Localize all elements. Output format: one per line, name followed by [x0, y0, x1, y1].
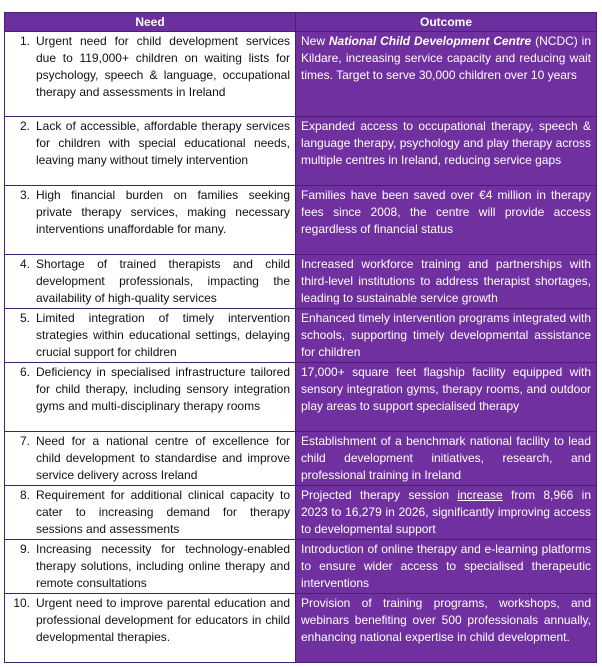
- table-row: [5, 540, 597, 594]
- need-text: Requirement for additional clinical capacity to cater to increasing demand for therapy sessions and assessments: [36, 488, 290, 536]
- need-text: Shortage of trained therapists and child development professionals, impacting the availability of high-quality services: [36, 257, 290, 305]
- outcome-cell: [296, 486, 597, 540]
- outcome-cell: [296, 32, 597, 117]
- row-number: 10.: [13, 596, 30, 610]
- outcome-cell: Enhanced timely intervention programs integrated with schools, supporting timely developmental assistance for children: [296, 309, 597, 363]
- need-text: High financial burden on families seeking private therapy services, making necessary interventions unaffordable for many.: [36, 188, 290, 236]
- need-text: Urgent need to improve parental education and professional development for educators in child developmental therapies.: [36, 596, 290, 644]
- row-number: 2.: [19, 119, 30, 133]
- row-number: 7.: [19, 434, 30, 448]
- table-row: [5, 255, 597, 309]
- need-cell: [5, 363, 296, 432]
- need-cell: [5, 486, 296, 540]
- table-row: [5, 594, 597, 663]
- need-cell: [5, 594, 296, 663]
- outcome-column-header: Outcome: [296, 13, 597, 32]
- outcome-cell: Families have been saved over €4 million in therapy fees since 2008, the centre will provide access regardless of financial status: [296, 186, 597, 255]
- outcome-cell: Establishment of a benchmark national facility to lead child development initiatives, research, and professional training in Ireland: [296, 432, 597, 486]
- need-cell: [5, 117, 296, 186]
- outcome-cell: 17,000+ square feet flagship facility equipped with sensory integration gyms, therapy rooms, and outdoor play areas to support specialised therapy: [296, 363, 597, 432]
- needs-outcomes-table: [4, 12, 597, 663]
- need-cell: [5, 186, 296, 255]
- outcome-cell: Increased workforce training and partnerships with third-level institutions to address therapist shortages, leading to sustainable service growth: [296, 255, 597, 309]
- need-text: Limited integration of timely intervention strategies within educational settings, delaying crucial support for children: [36, 311, 290, 359]
- outcome-text: Projected therapy session: [301, 488, 458, 502]
- need-text: Urgent need for child development services due to 119,000+ children on waiting lists for psychology, speech & language, occupational therapy and assessments in Ireland: [36, 34, 290, 99]
- outcome-underlined: increase: [457, 488, 503, 502]
- need-column-header: Need: [5, 13, 296, 32]
- outcome-cell: Introduction of online therapy and e-learning platforms to ensure wider access to specialised therapeutic interventions: [296, 540, 597, 594]
- outcome-emphasis: National Child Development Centre: [328, 34, 532, 48]
- table-row: [5, 486, 597, 540]
- outcome-cell: Expanded access to occupational therapy, speech & language therapy, psychology and play therapy across multiple centres in Ireland, reducing service gaps: [296, 117, 597, 186]
- need-cell: [5, 32, 296, 117]
- row-number: 4.: [19, 257, 30, 271]
- table-row: [5, 32, 597, 117]
- need-cell: [5, 309, 296, 363]
- table-row: [5, 117, 597, 186]
- need-cell: [5, 255, 296, 309]
- header-row: [5, 13, 597, 32]
- table-row: [5, 186, 597, 255]
- need-text: Need for a national centre of excellence for child development to standardise and improve service delivery across Ireland: [36, 434, 290, 482]
- table-row: [5, 363, 597, 432]
- table-row: [5, 432, 597, 486]
- row-number: 6.: [19, 365, 30, 379]
- outcome-text: New: [301, 34, 329, 48]
- row-number: 1.: [19, 34, 30, 48]
- row-number: 8.: [19, 488, 30, 502]
- outcome-text: from 8,966 in 2023 to 16,279 in 2026, significantly improving access to developmental support: [301, 488, 591, 536]
- table-row: [5, 309, 597, 363]
- row-number: 5.: [19, 311, 30, 325]
- need-text: Increasing necessity for technology-enabled therapy solutions, including online therapy and remote consultations: [36, 542, 290, 590]
- need-text: Lack of accessible, affordable therapy services for children with special educational needs, leaving many without timely intervention: [36, 119, 290, 167]
- outcome-cell: Provision of training programs, workshops, and webinars benefiting over 500 professionals annually, enhancing national expertise in child development.: [296, 594, 597, 663]
- need-cell: [5, 432, 296, 486]
- outcome-text: (NCDC) in Kildare, increasing service capacity and reducing wait times. Target to serve 30,000 children over 10 years: [301, 34, 591, 82]
- row-number: 9.: [19, 542, 30, 556]
- need-text: Deficiency in specialised infrastructure tailored for child therapy, including sensory integration gyms and multi-disciplinary therapy rooms: [36, 365, 290, 413]
- row-number: 3.: [19, 188, 30, 202]
- need-cell: [5, 540, 296, 594]
